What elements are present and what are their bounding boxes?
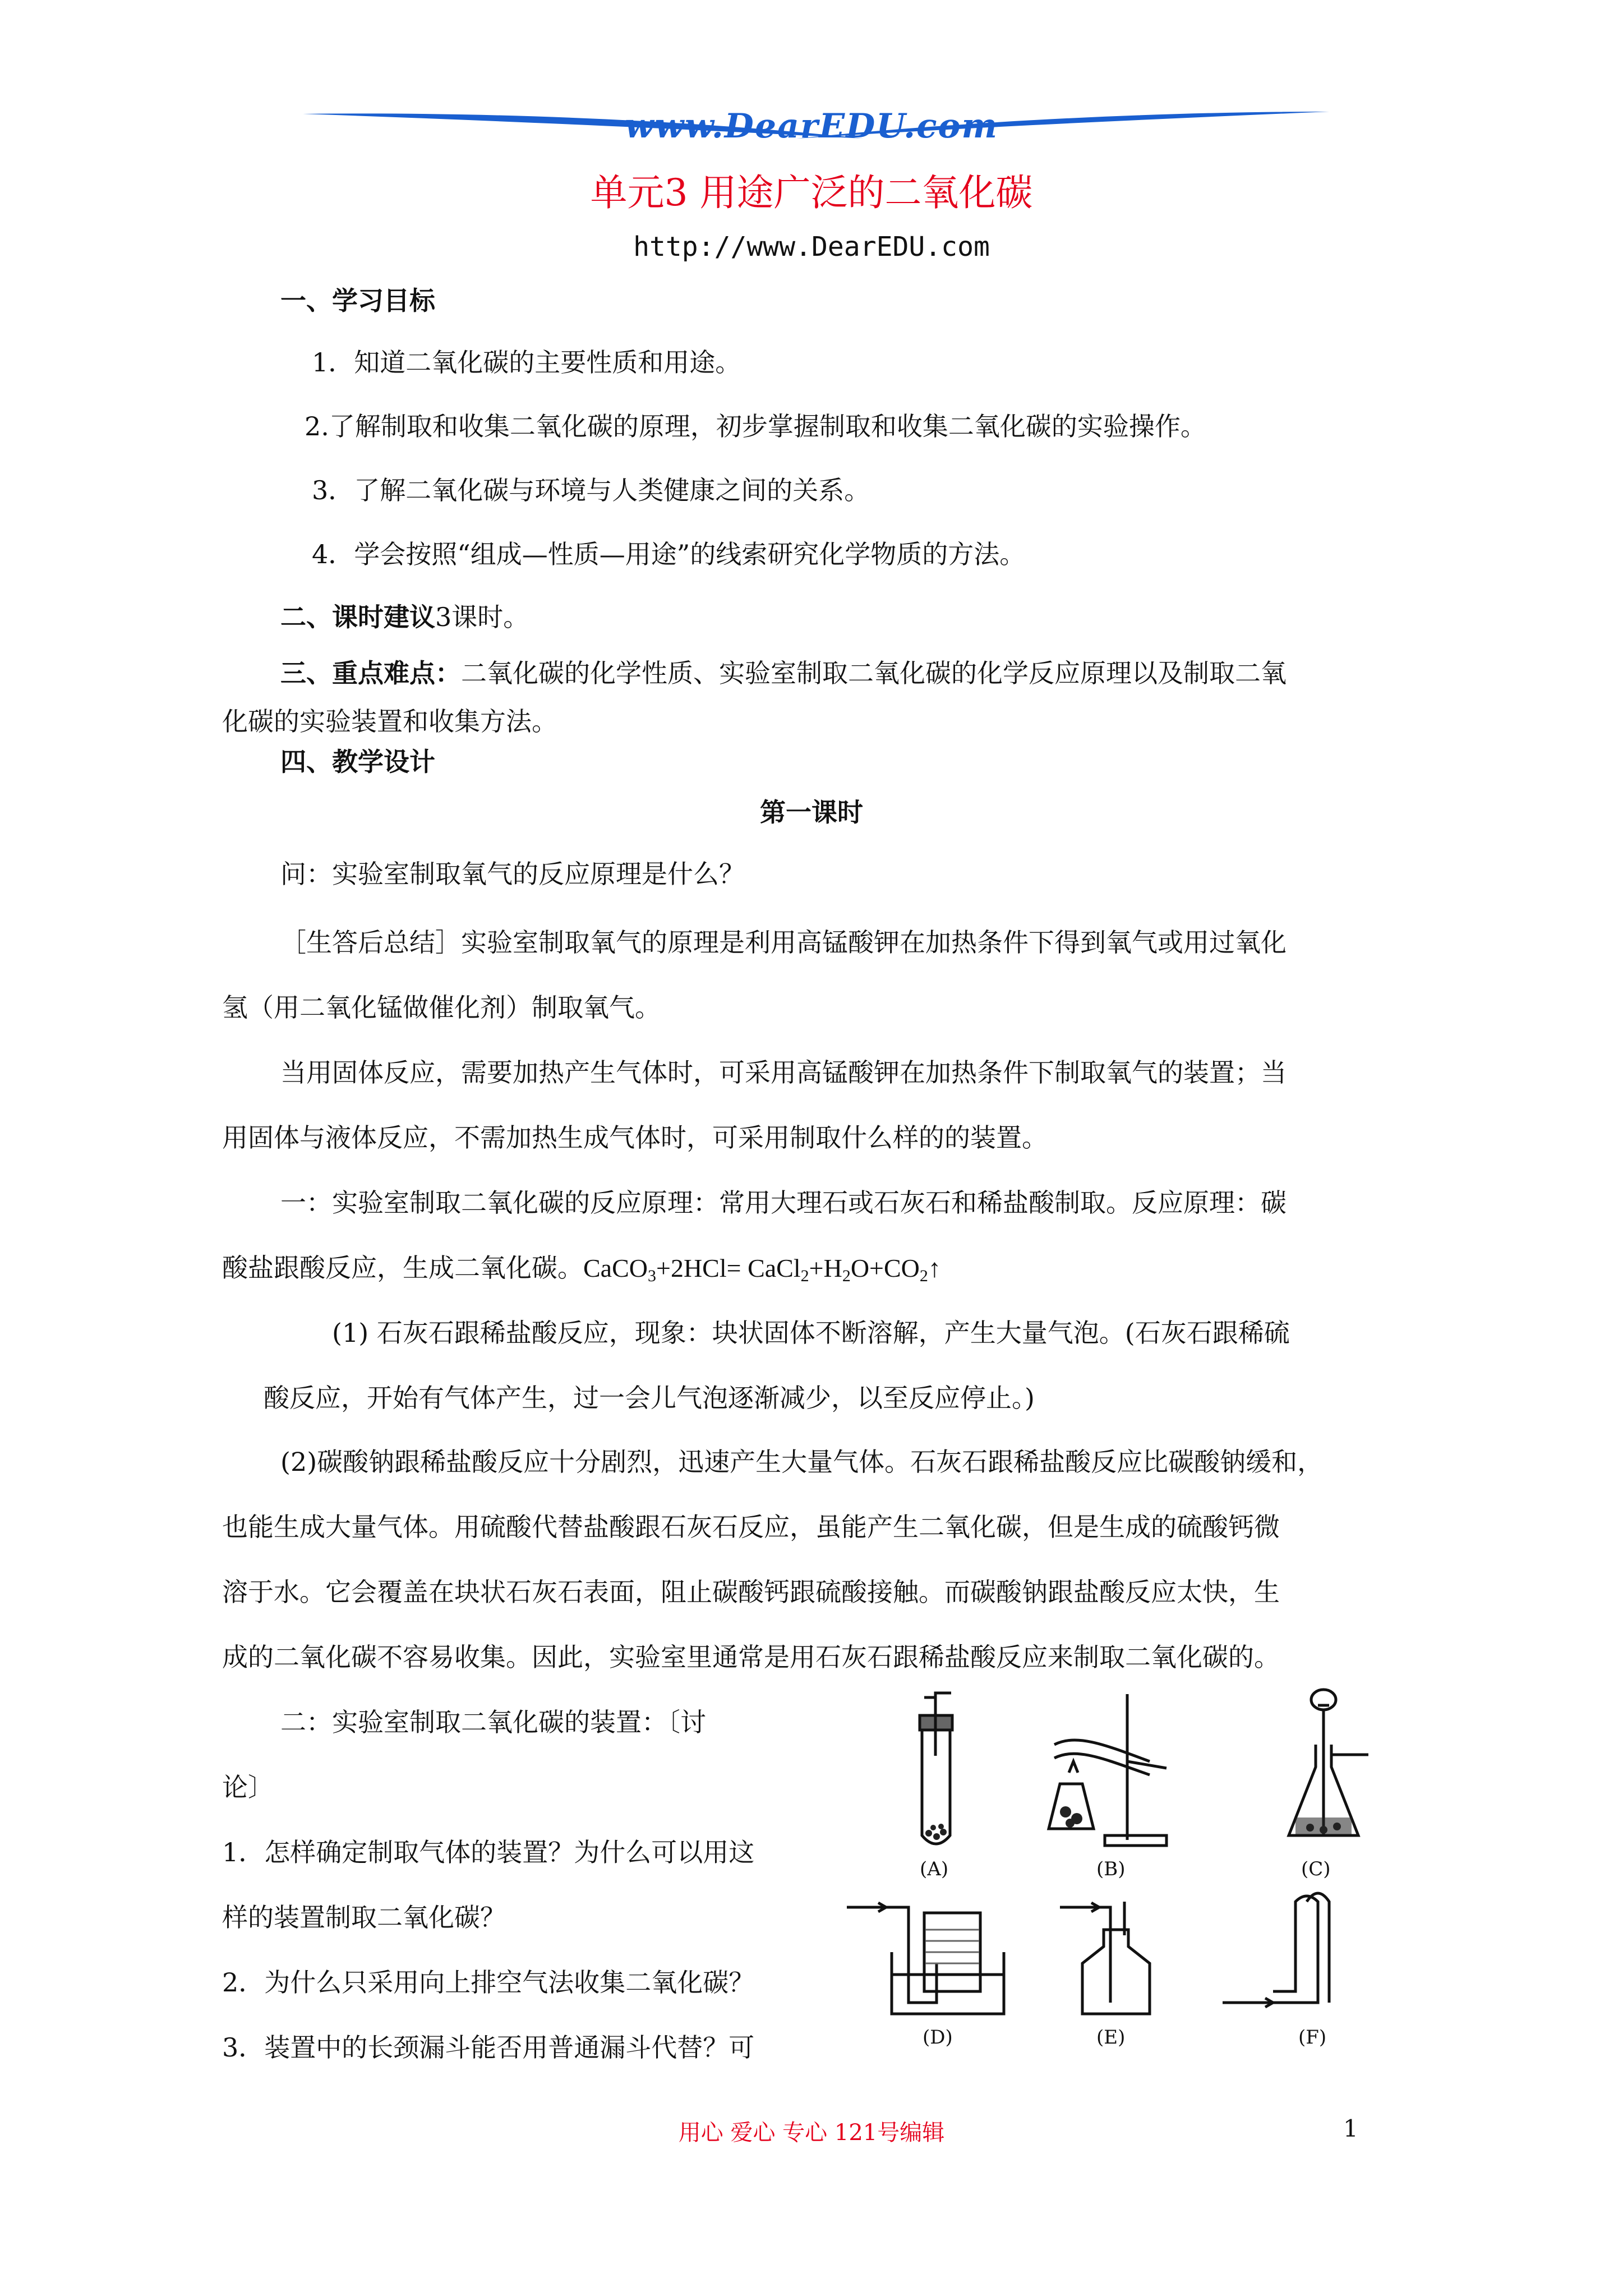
objective-item: 3．了解二氧化碳与环境与人类健康之间的关系。 [312,475,870,505]
apparatus-label-b: (B) [1096,1858,1126,1880]
footer-text: 用心 爱心 专心 121号编辑 [678,2120,945,2146]
apparatus-label-d: (D) [923,2026,953,2049]
condition-text-cont: 用固体与液体反应，不需加热生成气体时，可采用制取什么样的的装置。 [222,1122,1048,1153]
reaction-2-text-cont: 成的二氧化碳不容易收集。因此，实验室里通常是用石灰石跟稀盐酸反应来制取二氧化碳的。 [222,1642,1280,1672]
section-heading-class-hours: 二、课时建议 [280,602,435,632]
condition-text: 当用固体反应，需要加热产生气体时，可采用高锰酸钾在加热条件下制取氧气的装置；当 [280,1057,1287,1088]
reaction-1-text: (1) 石灰石跟稀盐酸反应，现象：块状固体不断溶解，产生大量气泡。(石灰石跟稀硫 [332,1318,1290,1348]
class-hours-text: 3课时。 [435,602,529,632]
apparatus-label-f: (F) [1298,2026,1327,2049]
key-points-text-cont: 化碳的实验装置和收集方法。 [222,706,557,737]
page-number: 1 [1343,2115,1358,2142]
apparatus-label-c: (C) [1301,1858,1331,1880]
apparatus-label-a: (A) [920,1858,949,1880]
answer-text: ［生答后总结］实验室制取氧气的原理是利用高锰酸钾在加热条件下得到氧气或用过氧化 [280,927,1287,958]
discussion-text-cont: 论〕 [222,1772,274,1802]
discussion-question-1: 1．怎样确定制取气体的装置？为什么可以用这 [222,1837,755,1867]
section-heading-key-points: 三、重点难点： [280,658,461,688]
principle-text: 一：实验室制取二氧化碳的反应原理：常用大理石或石灰石和稀盐酸制取。反应原理：碳 [280,1188,1287,1218]
section-class-hours [280,600,529,634]
key-points-text: 二氧化碳的化学性质、实验室制取二氧化碳的化学反应原理以及制取二氧 [461,658,1287,688]
answer-text-cont: 氢（用二氧化锰做催化剂）制取氧气。 [222,992,661,1023]
discussion-question-2: 2．为什么只采用向上排空气法收集二氧化碳？ [222,1967,755,1998]
site-banner: www.DearEDU.com [624,107,998,146]
discussion-text: 二：实验室制取二氧化碳的装置：〔讨 [280,1707,706,1737]
apparatus-a-test-tube [903,1688,976,1857]
apparatus-b-heated-tube [1043,1688,1178,1857]
document-url: http://www.DearEDU.com [633,231,990,263]
principle-text-cont [222,1251,941,1293]
apparatus-label-e: (E) [1096,2026,1126,2049]
principle-text-tail: 酸盐跟酸反应，生成二氧化碳。 [222,1253,583,1283]
apparatus-figure [841,1677,1430,2070]
reaction-2-text-cont: 溶于水。它会覆盖在块状石灰石表面，阻止碳酸钙跟硫酸接触。而碳酸钠跟盐酸反应太快，生 [222,1577,1280,1607]
section-key-points [280,656,1287,690]
reaction-2-text: (2)碳酸钠跟稀盐酸反应十分剧烈，迅速产生大量气体。石灰石跟稀盐酸反应比碳酸钠缓和， [280,1447,1324,1477]
apparatus-c-flask-funnel [1279,1683,1380,1857]
section-heading-objectives: 一、学习目标 [280,286,435,316]
chemical-equation: CaCO$_3$+2HCl= $CaCl_2+H_2O+CO_2↑$ [583,1254,941,1285]
lesson-title: 第一课时 [760,797,863,827]
apparatus-e-gas-bottle [1054,1896,1178,2025]
discussion-question-3: 3．装置中的长颈漏斗能否用普通漏斗代替？可 [222,2032,755,2063]
section-heading-teaching-design: 四、教学设计 [280,747,435,777]
objective-item: 4．学会按照“组成—性质—用途”的线索研究化学物质的方法。 [312,539,1026,569]
reaction-2-text-cont: 也能生成大量气体。用硫酸代替盐酸跟石灰石反应，虽能产生二氧化碳，但是生成的硫酸钙微 [222,1512,1280,1542]
apparatus-d-water-trough [841,1896,1009,2025]
objective-item: 1．知道二氧化碳的主要性质和用途。 [312,347,741,378]
question-text: 问：实验室制取氧气的反应原理是什么？ [280,859,745,889]
objective-item: 2.了解制取和收集二氧化碳的原理，初步掌握制取和收集二氧化碳的实验操作。 [305,411,1206,441]
discussion-question-1-cont: 样的装置制取二氧化碳？ [222,1902,506,1932]
reaction-1-text-cont: 酸反应，开始有气体产生，过一会儿气泡逐渐减少，以至反应停止。) [264,1383,1035,1413]
apparatus-f-u-tube [1211,1890,1357,2025]
gas-arrow-icon: ↑ [928,1254,941,1282]
document-title: 单元3 用途广泛的二氧化碳 [590,171,1033,214]
